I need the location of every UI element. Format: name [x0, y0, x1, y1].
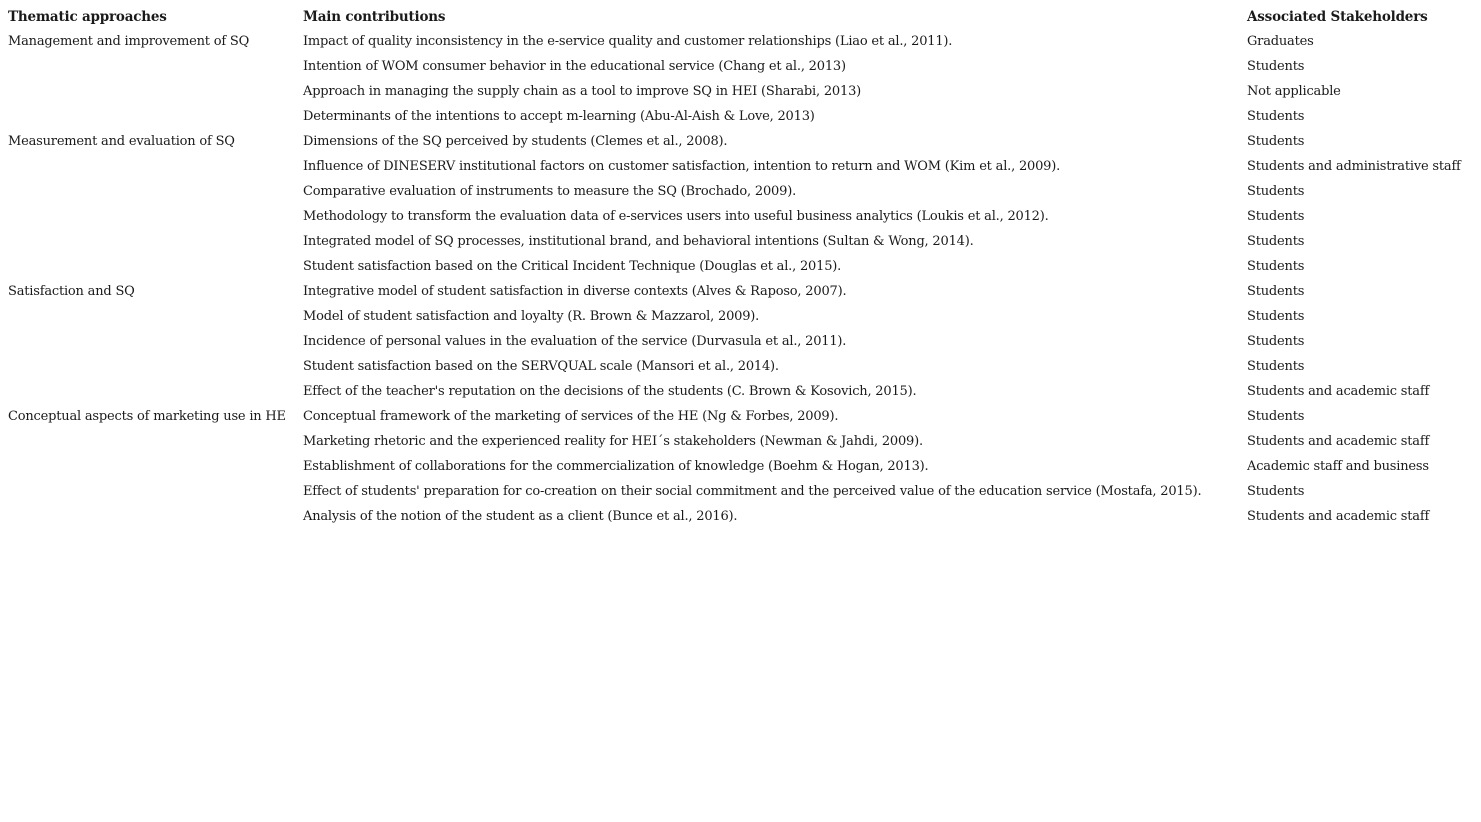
table-row	[5, 404, 1479, 429]
contribution-cell: Dimensions of the SQ perceived by students (Clemes et al., 2008).	[303, 134, 728, 149]
theme-cell	[5, 254, 300, 279]
table-row	[5, 129, 1479, 154]
table-row	[5, 229, 1479, 254]
theme-cell	[5, 304, 300, 329]
contribution-cell: Integrative model of student satisfaction in diverse contexts (Alves & Raposo, 2007).	[303, 284, 847, 299]
theme-cell	[5, 79, 300, 104]
stakeholders-cell: Students	[1247, 334, 1305, 349]
contribution-cell: Model of student satisfaction and loyalty (R. Brown & Mazzarol, 2009).	[303, 309, 760, 324]
contribution-cell: Analysis of the notion of the student as a client (Bunce et al., 2016).	[303, 509, 738, 524]
literature-review-table	[5, 4, 1479, 529]
stakeholders-cell: Students and academic staff	[1247, 509, 1430, 524]
stakeholders-cell: Students	[1247, 284, 1305, 299]
table-row	[5, 429, 1479, 454]
table-row	[5, 29, 1479, 54]
contribution-cell: Integrated model of SQ processes, institutional brand, and behavioral intentions (Sultan & Wong, 2014).	[303, 234, 974, 249]
contribution-cell: Incidence of personal values in the evaluation of the service (Durvasula et al., 2011).	[303, 334, 847, 349]
theme-cell	[5, 204, 300, 229]
stakeholders-cell: Students	[1247, 409, 1305, 424]
table-row	[5, 354, 1479, 379]
table-row	[5, 279, 1479, 304]
stakeholders-cell: Students	[1247, 484, 1305, 499]
contribution-cell: Student satisfaction based on the SERVQUAL scale (Mansori et al., 2014).	[303, 359, 779, 374]
table-row	[5, 304, 1479, 329]
stakeholders-cell: Students and academic staff	[1247, 384, 1430, 399]
header-associated-stakeholders: Associated Stakeholders	[1247, 8, 1428, 25]
theme-cell	[5, 104, 300, 129]
theme-cell	[5, 329, 300, 354]
table-row	[5, 479, 1479, 504]
theme-cell: Measurement and evaluation of SQ	[8, 134, 235, 149]
theme-cell	[5, 354, 300, 379]
table-row	[5, 204, 1479, 229]
theme-cell	[5, 379, 300, 404]
stakeholders-cell: Students and academic staff	[1247, 434, 1430, 449]
table-row	[5, 454, 1479, 479]
stakeholders-cell: Students	[1247, 134, 1305, 149]
stakeholders-cell: Students	[1247, 59, 1305, 74]
contribution-cell: Approach in managing the supply chain as a tool to improve SQ in HEI (Sharabi, 2013)	[303, 84, 862, 99]
theme-cell	[5, 154, 300, 179]
contribution-cell: Comparative evaluation of instruments to measure the SQ (Brochado, 2009).	[303, 184, 797, 199]
stakeholders-cell: Students	[1247, 259, 1305, 274]
theme-cell	[5, 454, 300, 479]
contribution-cell: Influence of DINESERV institutional factors on customer satisfaction, intention to return and WOM (Kim et al., 2009).	[303, 159, 1061, 174]
theme-cell	[5, 429, 300, 454]
theme-cell: Management and improvement of SQ	[8, 34, 250, 49]
theme-cell	[5, 179, 300, 204]
theme-cell	[5, 504, 300, 529]
stakeholders-cell: Not applicable	[1247, 84, 1341, 99]
stakeholders-cell: Students	[1247, 209, 1305, 224]
contribution-cell: Establishment of collaborations for the commercialization of knowledge (Boehm & Hogan, 2013).	[303, 459, 929, 474]
contribution-cell: Conceptual framework of the marketing of services of the HE (Ng & Forbes, 2009).	[303, 409, 839, 424]
contribution-cell: Student satisfaction based on the Critical Incident Technique (Douglas et al., 2015).	[303, 259, 842, 274]
stakeholders-cell: Students	[1247, 359, 1305, 374]
table-row	[5, 54, 1479, 79]
table-row	[5, 254, 1479, 279]
stakeholders-cell: Students	[1247, 234, 1305, 249]
stakeholders-cell: Graduates	[1247, 34, 1314, 49]
header-main-contributions: Main contributions	[303, 8, 446, 25]
table-row	[5, 154, 1479, 179]
header-thematic-approaches: Thematic approaches	[8, 8, 167, 25]
table-header-row	[5, 4, 1479, 29]
theme-cell	[5, 54, 300, 79]
table-row	[5, 329, 1479, 354]
stakeholders-cell: Academic staff and business	[1247, 459, 1429, 474]
stakeholders-cell: Students and administrative staff	[1247, 159, 1461, 174]
contribution-cell: Methodology to transform the evaluation data of e-services users into useful business analytics (Loukis et al., 2012).	[303, 209, 1049, 224]
contribution-cell: Effect of the teacher's reputation on the decisions of the students (C. Brown & Kosovich, 2015).	[303, 384, 917, 399]
stakeholders-cell: Students	[1247, 109, 1305, 124]
table-row	[5, 104, 1479, 129]
table-row	[5, 504, 1479, 529]
table-row	[5, 79, 1479, 104]
contribution-cell: Effect of students' preparation for co-creation on their social commitment and the perceived value of the education service (Mostafa, 2015).	[303, 484, 1202, 499]
contribution-cell: Marketing rhetoric and the experienced reality for HEI´s stakeholders (Newman & Jahdi, 2009).	[303, 434, 923, 449]
table-row	[5, 379, 1479, 404]
theme-cell: Conceptual aspects of marketing use in HE	[8, 409, 286, 424]
contribution-cell: Determinants of the intentions to accept m-learning (Abu-Al-Aish & Love, 2013)	[303, 109, 815, 124]
contribution-cell: Impact of quality inconsistency in the e-service quality and customer relationships (Liao et al., 2011).	[303, 34, 953, 49]
theme-cell: Satisfaction and SQ	[8, 284, 135, 299]
table-row	[5, 179, 1479, 204]
theme-cell	[5, 229, 300, 254]
stakeholders-cell: Students	[1247, 184, 1305, 199]
stakeholders-cell: Students	[1247, 309, 1305, 324]
contribution-cell: Intention of WOM consumer behavior in the educational service (Chang et al., 2013)	[303, 59, 846, 74]
theme-cell	[5, 479, 300, 504]
